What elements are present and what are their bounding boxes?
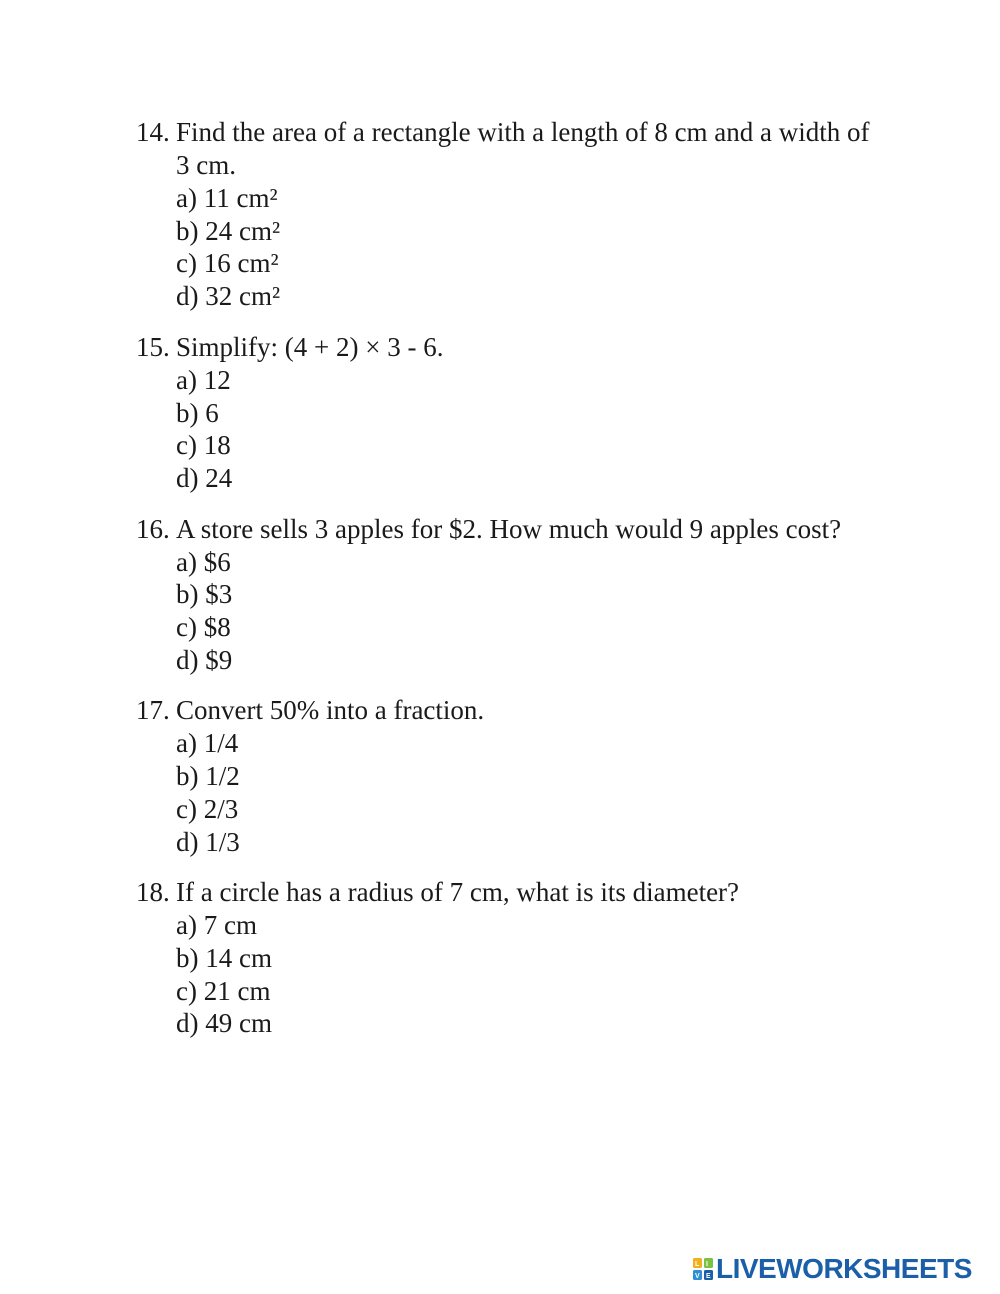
logo-text: LIVEWORKSHEETS [716,1253,972,1284]
liveworksheets-logo-icon [692,1257,714,1281]
question-number: 18. [136,877,170,908]
option-c[interactable]: c) $8 [176,612,231,643]
question-text: Find the area of a rectangle with a length of 8 cm and a width of 3 cm. [176,117,870,180]
question-text: A store sells 3 apples for $2. How much would 9 apples cost? [176,513,842,544]
option-d[interactable]: d) $9 [176,644,233,675]
option-a[interactable]: a) 11 cm² [176,183,278,213]
question-text: If a circle has a radius of 7 cm, what is its diameter? [176,877,740,908]
question-text: Simplify: (4 + 2) × 3 - 6. [176,331,444,362]
question-number: 14. [136,117,170,147]
options-list [176,364,876,495]
option-b[interactable]: b) 14 cm [176,942,272,973]
options-list [176,182,876,313]
svg-text:I: I [706,1261,708,1268]
svg-text:E: E [706,1273,711,1280]
question-number: 16. [136,513,170,544]
options-list [176,909,876,1040]
option-c[interactable]: c) 21 cm [176,975,271,1006]
option-a[interactable]: a) $6 [176,546,231,577]
question-17 [136,694,876,858]
option-d[interactable]: d) 32 cm² [176,281,281,312]
worksheet [136,116,876,1058]
question-text: Convert 50% into a fraction. [176,695,485,726]
option-d[interactable]: d) 24 [176,462,233,493]
option-d[interactable]: d) 49 cm [176,1008,272,1039]
option-b[interactable]: b) 1/2 [176,761,240,792]
question-number: 15. [136,331,170,362]
question-18 [136,876,876,1040]
options-list [176,546,876,677]
option-b[interactable]: b) 24 cm² [176,215,281,246]
question-16 [136,513,876,677]
option-b[interactable]: b) 6 [176,397,219,428]
option-c[interactable]: c) 2/3 [176,793,239,824]
svg-text:L: L [695,1261,700,1268]
question-number: 17. [136,695,170,726]
svg-text:V: V [695,1273,700,1280]
options-list [176,727,876,858]
option-d[interactable]: d) 1/3 [176,826,240,857]
question-15 [136,331,876,495]
liveworksheets-logo [692,1254,972,1284]
option-c[interactable]: c) 16 cm² [176,248,279,279]
question-14 [136,116,876,313]
option-a[interactable]: a) 7 cm [176,910,257,941]
option-b[interactable]: b) $3 [176,579,233,610]
option-a[interactable]: a) 12 [176,364,231,395]
option-a[interactable]: a) 1/4 [176,728,239,759]
option-c[interactable]: c) 18 [176,430,231,461]
